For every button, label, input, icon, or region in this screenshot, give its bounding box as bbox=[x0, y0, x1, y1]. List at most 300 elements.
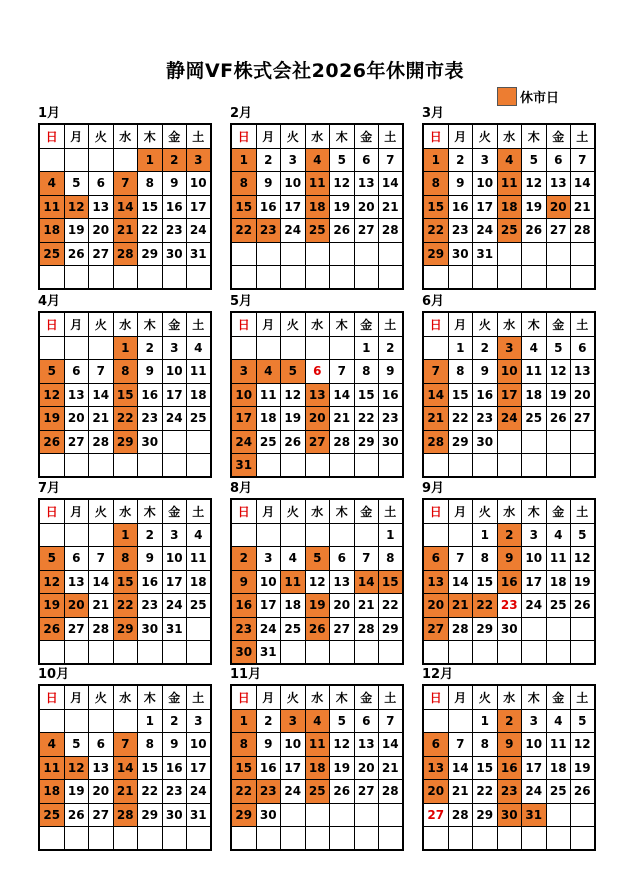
month-label: 7月 bbox=[38, 481, 61, 496]
empty-cell bbox=[187, 431, 212, 455]
day-cell: 1 bbox=[449, 337, 474, 361]
day-cell: 17 bbox=[257, 594, 282, 618]
day-cell: 17 bbox=[163, 384, 188, 408]
day-cell: 8 bbox=[424, 172, 449, 196]
day-cell: 20 bbox=[571, 384, 596, 408]
day-cell: 18 bbox=[40, 780, 65, 804]
day-cell: 12 bbox=[65, 757, 90, 781]
day-cell: 10 bbox=[522, 547, 547, 571]
day-cell: 13 bbox=[65, 571, 90, 595]
weekday-header: 火 bbox=[89, 500, 114, 524]
day-cell: 23 bbox=[138, 407, 163, 431]
empty-cell bbox=[355, 243, 380, 267]
month-label: 10月 bbox=[38, 667, 70, 682]
day-cell: 9 bbox=[138, 547, 163, 571]
day-cell: 24 bbox=[522, 780, 547, 804]
day-cell: 29 bbox=[232, 804, 257, 828]
weekday-header: 月 bbox=[65, 686, 90, 710]
weekday-header: 木 bbox=[522, 313, 547, 337]
empty-cell bbox=[40, 454, 65, 478]
day-cell: 22 bbox=[379, 594, 404, 618]
day-cell: 6 bbox=[89, 733, 114, 757]
day-cell: 21 bbox=[114, 219, 139, 243]
day-cell: 23 bbox=[257, 780, 282, 804]
day-cell: 18 bbox=[257, 407, 282, 431]
empty-cell bbox=[187, 618, 212, 642]
weekday-header: 土 bbox=[187, 313, 212, 337]
empty-cell bbox=[547, 266, 572, 290]
day-cell: 7 bbox=[449, 547, 474, 571]
day-cell: 20 bbox=[424, 594, 449, 618]
day-cell: 16 bbox=[257, 757, 282, 781]
day-cell: 13 bbox=[65, 384, 90, 408]
month-grid bbox=[422, 498, 596, 665]
month-label: 9月 bbox=[422, 481, 445, 496]
weekday-header: 金 bbox=[163, 313, 188, 337]
day-cell: 2 bbox=[138, 524, 163, 548]
month-grid bbox=[230, 311, 404, 478]
day-cell: 19 bbox=[65, 219, 90, 243]
day-cell: 21 bbox=[379, 757, 404, 781]
day-cell: 1 bbox=[473, 524, 498, 548]
empty-cell bbox=[498, 266, 523, 290]
day-cell: 2 bbox=[257, 149, 282, 173]
empty-cell bbox=[522, 641, 547, 665]
day-cell: 28 bbox=[379, 780, 404, 804]
day-cell: 16 bbox=[163, 196, 188, 220]
day-cell: 31 bbox=[522, 804, 547, 828]
empty-cell bbox=[424, 266, 449, 290]
day-cell: 17 bbox=[522, 757, 547, 781]
day-cell: 29 bbox=[114, 431, 139, 455]
weekday-header: 日 bbox=[232, 313, 257, 337]
empty-cell bbox=[163, 827, 188, 851]
day-cell: 17 bbox=[281, 757, 306, 781]
month-grid bbox=[230, 498, 404, 665]
day-cell: 19 bbox=[547, 384, 572, 408]
day-cell: 8 bbox=[449, 360, 474, 384]
weekday-header: 月 bbox=[65, 313, 90, 337]
day-cell: 17 bbox=[281, 196, 306, 220]
weekday-header: 土 bbox=[187, 686, 212, 710]
empty-cell bbox=[65, 149, 90, 173]
day-cell: 21 bbox=[424, 407, 449, 431]
weekday-header: 水 bbox=[498, 313, 523, 337]
weekday-header: 水 bbox=[114, 686, 139, 710]
empty-cell bbox=[571, 431, 596, 455]
empty-cell bbox=[306, 641, 331, 665]
day-cell: 17 bbox=[163, 571, 188, 595]
empty-cell bbox=[65, 337, 90, 361]
day-cell: 3 bbox=[232, 360, 257, 384]
weekday-header: 金 bbox=[547, 125, 572, 149]
weekday-header: 木 bbox=[138, 500, 163, 524]
day-cell: 27 bbox=[547, 219, 572, 243]
day-cell: 6 bbox=[571, 337, 596, 361]
day-cell: 25 bbox=[306, 219, 331, 243]
day-cell: 31 bbox=[187, 243, 212, 267]
empty-cell bbox=[281, 524, 306, 548]
day-cell: 2 bbox=[449, 149, 474, 173]
weekday-header: 土 bbox=[379, 125, 404, 149]
empty-cell bbox=[379, 641, 404, 665]
day-cell: 11 bbox=[187, 360, 212, 384]
day-cell: 19 bbox=[40, 594, 65, 618]
day-cell: 23 bbox=[473, 407, 498, 431]
day-cell: 26 bbox=[65, 243, 90, 267]
empty-cell bbox=[379, 804, 404, 828]
weekday-header: 木 bbox=[330, 500, 355, 524]
empty-cell bbox=[89, 337, 114, 361]
empty-cell bbox=[306, 266, 331, 290]
day-cell: 5 bbox=[571, 710, 596, 734]
empty-cell bbox=[571, 454, 596, 478]
day-cell: 8 bbox=[232, 733, 257, 757]
weekday-header: 火 bbox=[89, 125, 114, 149]
day-cell: 28 bbox=[355, 618, 380, 642]
day-cell: 1 bbox=[114, 337, 139, 361]
day-cell: 7 bbox=[114, 172, 139, 196]
day-cell: 11 bbox=[281, 571, 306, 595]
day-cell: 26 bbox=[40, 431, 65, 455]
day-cell: 9 bbox=[257, 733, 282, 757]
month-label: 2月 bbox=[230, 106, 253, 121]
empty-cell bbox=[232, 827, 257, 851]
day-cell: 30 bbox=[498, 618, 523, 642]
day-cell: 17 bbox=[187, 757, 212, 781]
day-cell: 5 bbox=[40, 360, 65, 384]
weekday-header: 土 bbox=[571, 686, 596, 710]
day-cell: 5 bbox=[547, 337, 572, 361]
empty-cell bbox=[449, 710, 474, 734]
day-cell: 7 bbox=[114, 733, 139, 757]
day-cell: 9 bbox=[163, 172, 188, 196]
weekday-header: 水 bbox=[306, 686, 331, 710]
weekday-header: 金 bbox=[547, 686, 572, 710]
day-cell: 25 bbox=[281, 618, 306, 642]
empty-cell bbox=[89, 710, 114, 734]
day-cell: 30 bbox=[473, 431, 498, 455]
weekday-header: 日 bbox=[424, 686, 449, 710]
empty-cell bbox=[163, 454, 188, 478]
day-cell: 26 bbox=[330, 780, 355, 804]
weekday-header: 火 bbox=[89, 313, 114, 337]
day-cell: 4 bbox=[281, 547, 306, 571]
day-cell: 30 bbox=[498, 804, 523, 828]
day-cell: 15 bbox=[473, 571, 498, 595]
month-grid bbox=[422, 684, 596, 851]
day-cell: 12 bbox=[65, 196, 90, 220]
weekday-header: 日 bbox=[424, 313, 449, 337]
day-cell: 8 bbox=[379, 547, 404, 571]
day-cell: 17 bbox=[187, 196, 212, 220]
day-cell: 24 bbox=[163, 407, 188, 431]
day-cell: 13 bbox=[306, 384, 331, 408]
weekday-header: 土 bbox=[379, 313, 404, 337]
empty-cell bbox=[522, 243, 547, 267]
weekday-header: 土 bbox=[571, 500, 596, 524]
empty-cell bbox=[547, 618, 572, 642]
month-grid bbox=[422, 311, 596, 478]
day-cell: 19 bbox=[281, 407, 306, 431]
weekday-header: 木 bbox=[522, 125, 547, 149]
empty-cell bbox=[232, 266, 257, 290]
day-cell: 4 bbox=[40, 172, 65, 196]
empty-cell bbox=[379, 827, 404, 851]
empty-cell bbox=[114, 710, 139, 734]
day-cell: 1 bbox=[138, 149, 163, 173]
empty-cell bbox=[281, 337, 306, 361]
day-cell: 24 bbox=[257, 618, 282, 642]
weekday-header: 火 bbox=[281, 313, 306, 337]
empty-cell bbox=[114, 641, 139, 665]
day-cell: 8 bbox=[138, 172, 163, 196]
empty-cell bbox=[114, 827, 139, 851]
day-cell: 10 bbox=[281, 733, 306, 757]
weekday-header: 日 bbox=[232, 125, 257, 149]
empty-cell bbox=[449, 641, 474, 665]
day-cell: 8 bbox=[473, 733, 498, 757]
empty-cell bbox=[89, 149, 114, 173]
day-cell: 2 bbox=[498, 710, 523, 734]
empty-cell bbox=[40, 149, 65, 173]
weekday-header: 日 bbox=[40, 313, 65, 337]
day-cell: 19 bbox=[522, 196, 547, 220]
weekday-header: 土 bbox=[187, 500, 212, 524]
day-cell: 13 bbox=[571, 360, 596, 384]
weekday-header: 土 bbox=[379, 686, 404, 710]
day-cell: 2 bbox=[473, 337, 498, 361]
weekday-header: 水 bbox=[306, 125, 331, 149]
day-cell: 26 bbox=[306, 618, 331, 642]
empty-cell bbox=[379, 454, 404, 478]
empty-cell bbox=[547, 827, 572, 851]
legend bbox=[497, 86, 559, 106]
day-cell: 22 bbox=[138, 219, 163, 243]
empty-cell bbox=[281, 243, 306, 267]
day-cell: 20 bbox=[330, 594, 355, 618]
empty-cell bbox=[355, 827, 380, 851]
day-cell: 25 bbox=[547, 780, 572, 804]
day-cell: 23 bbox=[257, 219, 282, 243]
day-cell: 18 bbox=[547, 757, 572, 781]
day-cell: 30 bbox=[163, 804, 188, 828]
day-cell: 7 bbox=[424, 360, 449, 384]
day-cell: 6 bbox=[355, 149, 380, 173]
empty-cell bbox=[65, 641, 90, 665]
month-grid bbox=[230, 123, 404, 290]
day-cell: 15 bbox=[424, 196, 449, 220]
empty-cell bbox=[187, 266, 212, 290]
day-cell: 28 bbox=[89, 431, 114, 455]
day-cell: 14 bbox=[449, 757, 474, 781]
day-cell: 18 bbox=[40, 219, 65, 243]
day-cell: 11 bbox=[40, 757, 65, 781]
empty-cell bbox=[449, 454, 474, 478]
day-cell: 11 bbox=[547, 733, 572, 757]
weekday-header: 土 bbox=[571, 313, 596, 337]
day-cell: 3 bbox=[163, 524, 188, 548]
day-cell: 16 bbox=[473, 384, 498, 408]
day-cell: 30 bbox=[138, 431, 163, 455]
weekday-header: 木 bbox=[522, 686, 547, 710]
month-grid bbox=[230, 684, 404, 851]
day-cell: 28 bbox=[114, 804, 139, 828]
day-cell: 7 bbox=[571, 149, 596, 173]
day-cell: 14 bbox=[330, 384, 355, 408]
empty-cell bbox=[424, 454, 449, 478]
empty-cell bbox=[449, 827, 474, 851]
day-cell: 5 bbox=[65, 172, 90, 196]
day-cell: 2 bbox=[163, 710, 188, 734]
day-cell: 23 bbox=[379, 407, 404, 431]
day-cell: 21 bbox=[89, 594, 114, 618]
empty-cell bbox=[424, 641, 449, 665]
weekday-header: 土 bbox=[379, 500, 404, 524]
weekday-header: 月 bbox=[257, 313, 282, 337]
empty-cell bbox=[114, 454, 139, 478]
day-cell: 13 bbox=[355, 172, 380, 196]
day-cell: 30 bbox=[449, 243, 474, 267]
empty-cell bbox=[89, 827, 114, 851]
weekday-header: 月 bbox=[65, 125, 90, 149]
day-cell: 30 bbox=[163, 243, 188, 267]
day-cell: 5 bbox=[522, 149, 547, 173]
day-cell: 16 bbox=[138, 384, 163, 408]
page-title: 静岡VF株式会社2026年休開市表 bbox=[165, 60, 465, 82]
day-cell: 25 bbox=[257, 431, 282, 455]
weekday-header: 火 bbox=[281, 500, 306, 524]
day-cell: 16 bbox=[498, 757, 523, 781]
empty-cell bbox=[40, 524, 65, 548]
empty-cell bbox=[522, 827, 547, 851]
day-cell: 11 bbox=[547, 547, 572, 571]
day-cell: 12 bbox=[330, 733, 355, 757]
day-cell: 1 bbox=[232, 710, 257, 734]
weekday-header: 土 bbox=[571, 125, 596, 149]
empty-cell bbox=[306, 827, 331, 851]
day-cell: 7 bbox=[89, 547, 114, 571]
day-cell: 24 bbox=[187, 780, 212, 804]
weekday-header: 金 bbox=[355, 313, 380, 337]
day-cell: 18 bbox=[306, 196, 331, 220]
day-cell: 15 bbox=[232, 757, 257, 781]
day-cell: 31 bbox=[473, 243, 498, 267]
day-cell: 26 bbox=[281, 431, 306, 455]
day-cell: 5 bbox=[281, 360, 306, 384]
day-cell: 21 bbox=[449, 780, 474, 804]
weekday-header: 木 bbox=[330, 125, 355, 149]
day-cell: 28 bbox=[424, 431, 449, 455]
day-cell: 15 bbox=[114, 384, 139, 408]
day-cell: 24 bbox=[473, 219, 498, 243]
empty-cell bbox=[257, 827, 282, 851]
weekday-header: 火 bbox=[281, 686, 306, 710]
day-cell: 12 bbox=[40, 384, 65, 408]
day-cell: 11 bbox=[40, 196, 65, 220]
empty-cell bbox=[571, 266, 596, 290]
day-cell: 20 bbox=[355, 757, 380, 781]
day-cell: 25 bbox=[40, 804, 65, 828]
day-cell: 30 bbox=[138, 618, 163, 642]
day-cell: 16 bbox=[232, 594, 257, 618]
day-cell: 17 bbox=[522, 571, 547, 595]
day-cell: 8 bbox=[473, 547, 498, 571]
day-cell: 9 bbox=[138, 360, 163, 384]
day-cell: 27 bbox=[424, 618, 449, 642]
empty-cell bbox=[65, 266, 90, 290]
weekday-header: 水 bbox=[498, 500, 523, 524]
day-cell: 6 bbox=[65, 360, 90, 384]
day-cell: 23 bbox=[498, 780, 523, 804]
day-cell: 28 bbox=[571, 219, 596, 243]
empty-cell bbox=[473, 827, 498, 851]
month-label: 6月 bbox=[422, 294, 445, 309]
empty-cell bbox=[257, 454, 282, 478]
day-cell: 14 bbox=[355, 571, 380, 595]
empty-cell bbox=[187, 641, 212, 665]
weekday-header: 金 bbox=[163, 686, 188, 710]
day-cell: 11 bbox=[498, 172, 523, 196]
empty-cell bbox=[355, 641, 380, 665]
empty-cell bbox=[306, 804, 331, 828]
day-cell: 13 bbox=[424, 757, 449, 781]
day-cell: 7 bbox=[449, 733, 474, 757]
day-cell: 9 bbox=[449, 172, 474, 196]
day-cell: 6 bbox=[355, 710, 380, 734]
day-cell: 10 bbox=[232, 384, 257, 408]
day-cell: 23 bbox=[138, 594, 163, 618]
day-cell: 24 bbox=[232, 431, 257, 455]
day-cell: 15 bbox=[138, 196, 163, 220]
day-cell: 3 bbox=[281, 149, 306, 173]
weekday-header: 水 bbox=[114, 125, 139, 149]
empty-cell bbox=[306, 524, 331, 548]
day-cell: 29 bbox=[114, 618, 139, 642]
day-cell: 1 bbox=[138, 710, 163, 734]
weekday-header: 月 bbox=[257, 686, 282, 710]
weekday-header: 日 bbox=[232, 686, 257, 710]
day-cell: 1 bbox=[424, 149, 449, 173]
weekday-header: 火 bbox=[473, 686, 498, 710]
day-cell: 25 bbox=[187, 594, 212, 618]
day-cell: 30 bbox=[379, 431, 404, 455]
day-cell: 27 bbox=[89, 243, 114, 267]
weekday-header: 金 bbox=[355, 500, 380, 524]
empty-cell bbox=[40, 266, 65, 290]
day-cell: 12 bbox=[306, 571, 331, 595]
day-cell: 31 bbox=[257, 641, 282, 665]
weekday-header: 火 bbox=[473, 125, 498, 149]
empty-cell bbox=[330, 641, 355, 665]
day-cell: 1 bbox=[114, 524, 139, 548]
day-cell: 15 bbox=[232, 196, 257, 220]
empty-cell bbox=[498, 641, 523, 665]
empty-cell bbox=[306, 454, 331, 478]
empty-cell bbox=[330, 243, 355, 267]
day-cell: 30 bbox=[232, 641, 257, 665]
day-cell: 2 bbox=[163, 149, 188, 173]
day-cell: 8 bbox=[355, 360, 380, 384]
weekday-header: 火 bbox=[89, 686, 114, 710]
day-cell: 3 bbox=[522, 710, 547, 734]
empty-cell bbox=[281, 804, 306, 828]
empty-cell bbox=[330, 337, 355, 361]
empty-cell bbox=[522, 266, 547, 290]
day-cell: 27 bbox=[571, 407, 596, 431]
day-cell: 7 bbox=[355, 547, 380, 571]
day-cell: 3 bbox=[163, 337, 188, 361]
